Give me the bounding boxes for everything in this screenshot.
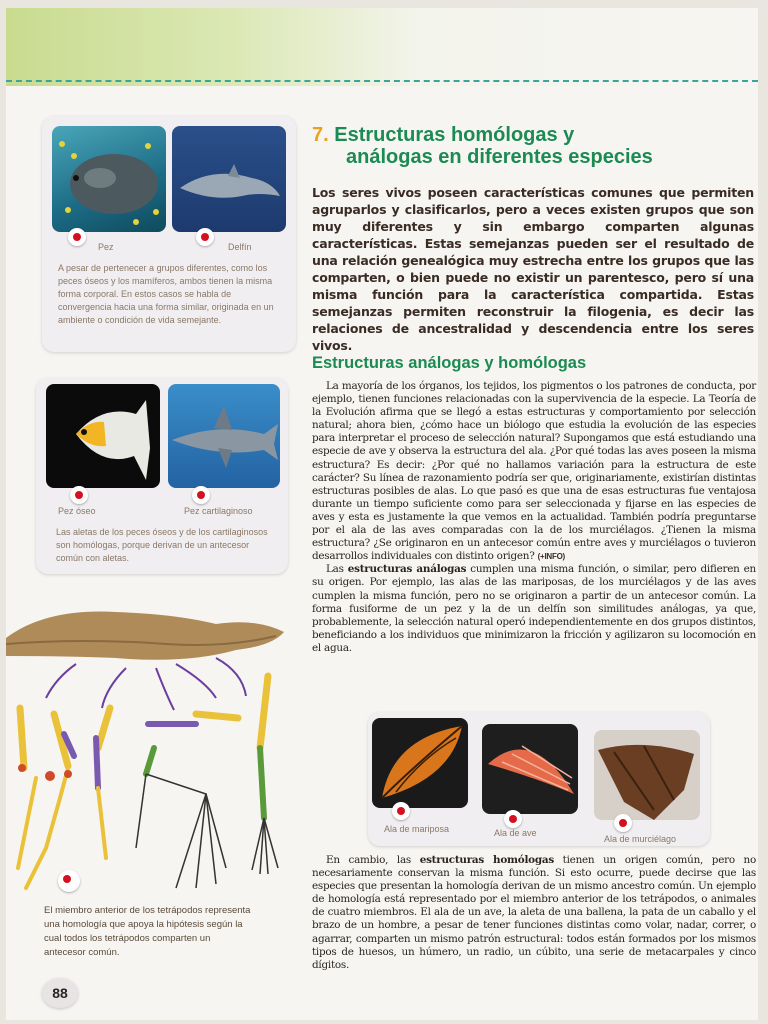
butterfly-wing-label: Ala de mariposa xyxy=(384,824,450,834)
paragraph-2 xyxy=(312,563,756,655)
dolphin-label: Delfín xyxy=(228,242,252,252)
butterfly-wing-marker-dot xyxy=(392,802,410,820)
butterfly-wing-photo xyxy=(372,718,468,808)
bony-fish-photo xyxy=(46,384,160,488)
bony-fish-label: Pez óseo xyxy=(58,506,96,516)
paragraph-1-text: La mayoría de los órganos, los tejidos, los pigmentos o los patrones de conducta, por ejemplo, tienen funciones relacionadas con la supervivencia de la especie. La Teoría de la Evolución afirma que se llegó a estas estructuras y comportamiento por selección natural; ahora bien, ¿cómo hace un biólogo que estudia la evolución de las especies para interpretar el proceso de selección natural? Supongamos que está estudiando una especie de ave y observa la estructura del ala. ¿Por qué todas las aves poseen la misma estructura? Es decir: ¿Por qué no hallamos variación para la estructura de este carácter? Su línea de razonamiento podría ser que, originariamente, existirían distintas estructuras posibles de alas. Lo que pasó es que una de esas estructuras fue ventajosa durante un tiempo suficiente como para ser seleccionada y fijarse en las especies de aves y esta es justamente la que vemos en la actualidad. También podría preguntarse por el ala de las aves comparadas con la de los murciélagos. ¿Tienen la misma estructura? ¿Se originaron en un antecesor común entre aves y murciélagos o tuvieron desarrollos individuales con distinto origen? xyxy=(312,380,756,563)
bat-wing-photo xyxy=(594,730,700,820)
section-title xyxy=(312,124,752,168)
section-title-line2: análogas en diferentes especies xyxy=(346,146,653,168)
info-tag: (+INFO) xyxy=(537,552,565,562)
tetrapod-marker-dot xyxy=(58,870,80,892)
body-text-main xyxy=(312,380,756,655)
cartilaginous-fish-marker-dot xyxy=(192,486,210,504)
tetrapod-caption: El miembro anterior de los tetrápodos representa una homología que apoya la hipótesis según la cual todos los tetrápodos comparten un antecesor común. xyxy=(44,905,251,958)
bony-fish-marker-dot xyxy=(70,486,88,504)
analogous-structures-term: estructuras análogas xyxy=(347,563,467,576)
paragraph-3-text: tienen un origen común, pero no necesariamente conservan la misma función. Si esto ocurre, puede decirse que las especies que presentan la homología derivan de un mismo ancestro común. Un ejemplo de homología está representado por el miembro anterior de los tetrápodos, o animales de cuatro miembros. El ala de un ave, la aleta de una ballena, la pata de un caballo y el brazo de un hombre, a pesar de tener funciones distintas como volar, nadar, correr, o agarrar, comparten un mismo patrón estructural: todos están formados por los mismos tipos de huesos, un húmero, un radio, un cúbito, una serie de metacarpales y cinco dígitos. xyxy=(312,854,757,971)
bird-wing-marker-dot xyxy=(504,810,522,828)
dashed-divider xyxy=(6,80,758,82)
fish-photo xyxy=(52,126,166,232)
fish-fins-card xyxy=(36,378,288,574)
bat-wing-image xyxy=(594,730,700,820)
paragraph-3-pre: En cambio, las xyxy=(326,854,420,866)
angelfish-image xyxy=(46,384,160,488)
cartilaginous-fish-photo xyxy=(168,384,280,488)
paragraph-2-text: cumplen una misma función, o similar, pero difieren en su origen. Por ejemplo, las alas de las mariposas, de los murciélagos y de las aves cumplen la misma función, pero no se originaron a partir de un antecesor común. La forma fusiforme de un pez y la de un delfín son similitudes análogas, ya que, probablemente, la selección natural operó independientemente en dos grupos distintos, beneficiando a los individuos que minimizaron la fricción y agilizaron su locomoción en el agua. xyxy=(312,563,757,654)
dolphin-photo xyxy=(172,126,286,232)
textbook-page xyxy=(6,8,758,1020)
page-number: 88 xyxy=(42,978,78,1008)
dolphin-image xyxy=(172,126,286,232)
bird-wing-label: Ala de ave xyxy=(494,828,537,838)
shark-image xyxy=(168,384,280,488)
bird-wing-image xyxy=(482,724,578,814)
paragraph-1 xyxy=(312,380,756,563)
homologous-structures-term: estructuras homólogas xyxy=(419,854,554,866)
cartilaginous-fish-label: Pez cartilaginoso xyxy=(184,506,253,516)
bird-wing-photo xyxy=(482,724,578,814)
bat-wing-marker-dot xyxy=(614,814,632,832)
section-number: 7. xyxy=(312,124,329,146)
fish-label: Pez xyxy=(98,242,114,252)
section-title-line1: Estructuras homólogas y xyxy=(334,124,575,146)
fish-dolphin-description: A pesar de pertenecer a grupos diferentes, como los peces óseos y los mamíferos, ambos tienen la misma forma corporal. En estos casos se habla de convergencia hacia una forma similar, originada en un ambiente o condición de vida semejante. xyxy=(58,263,274,325)
fish-dolphin-card xyxy=(42,116,296,352)
wings-card xyxy=(368,712,710,846)
paragraph-2-pre: Las xyxy=(326,563,348,576)
dolphin-marker-dot xyxy=(196,228,214,246)
butterfly-wing-image xyxy=(372,718,468,808)
paragraph-3 xyxy=(312,854,756,972)
fish-marker-dot xyxy=(68,228,86,246)
tetrapod-forelimb-illustration xyxy=(6,598,302,898)
fish-fins-description: Las aletas de los peces óseos y de los cartilaginosos son homólogas, porque derivan de un antecesor común con aletas. xyxy=(56,527,268,563)
bat-wing-label: Ala de murciélago xyxy=(604,834,677,844)
body-text-homologous xyxy=(312,854,756,972)
grouper-fish-image xyxy=(52,126,166,232)
intro-paragraph: Los seres vivos poseen características comunes que permiten agruparlos y clasificarlos, pero a veces existen grupos que son muy diferentes y sin embargo comparten algunas características. Estas semejanzas pueden ser el resultado de una relación genealógica muy estrecha entre los grupos que las comparten, o bien puede no existir un parentesco, pero sí una misma función para la característica compartida. Estas semejanzas permiten reconstruir la filogenia, es decir las relaciones de ancestralidad y descendencia entre los seres vivos. xyxy=(312,185,754,353)
subheading: Estructuras análogas y homólogas xyxy=(312,354,587,372)
decorative-header-band xyxy=(6,8,758,86)
